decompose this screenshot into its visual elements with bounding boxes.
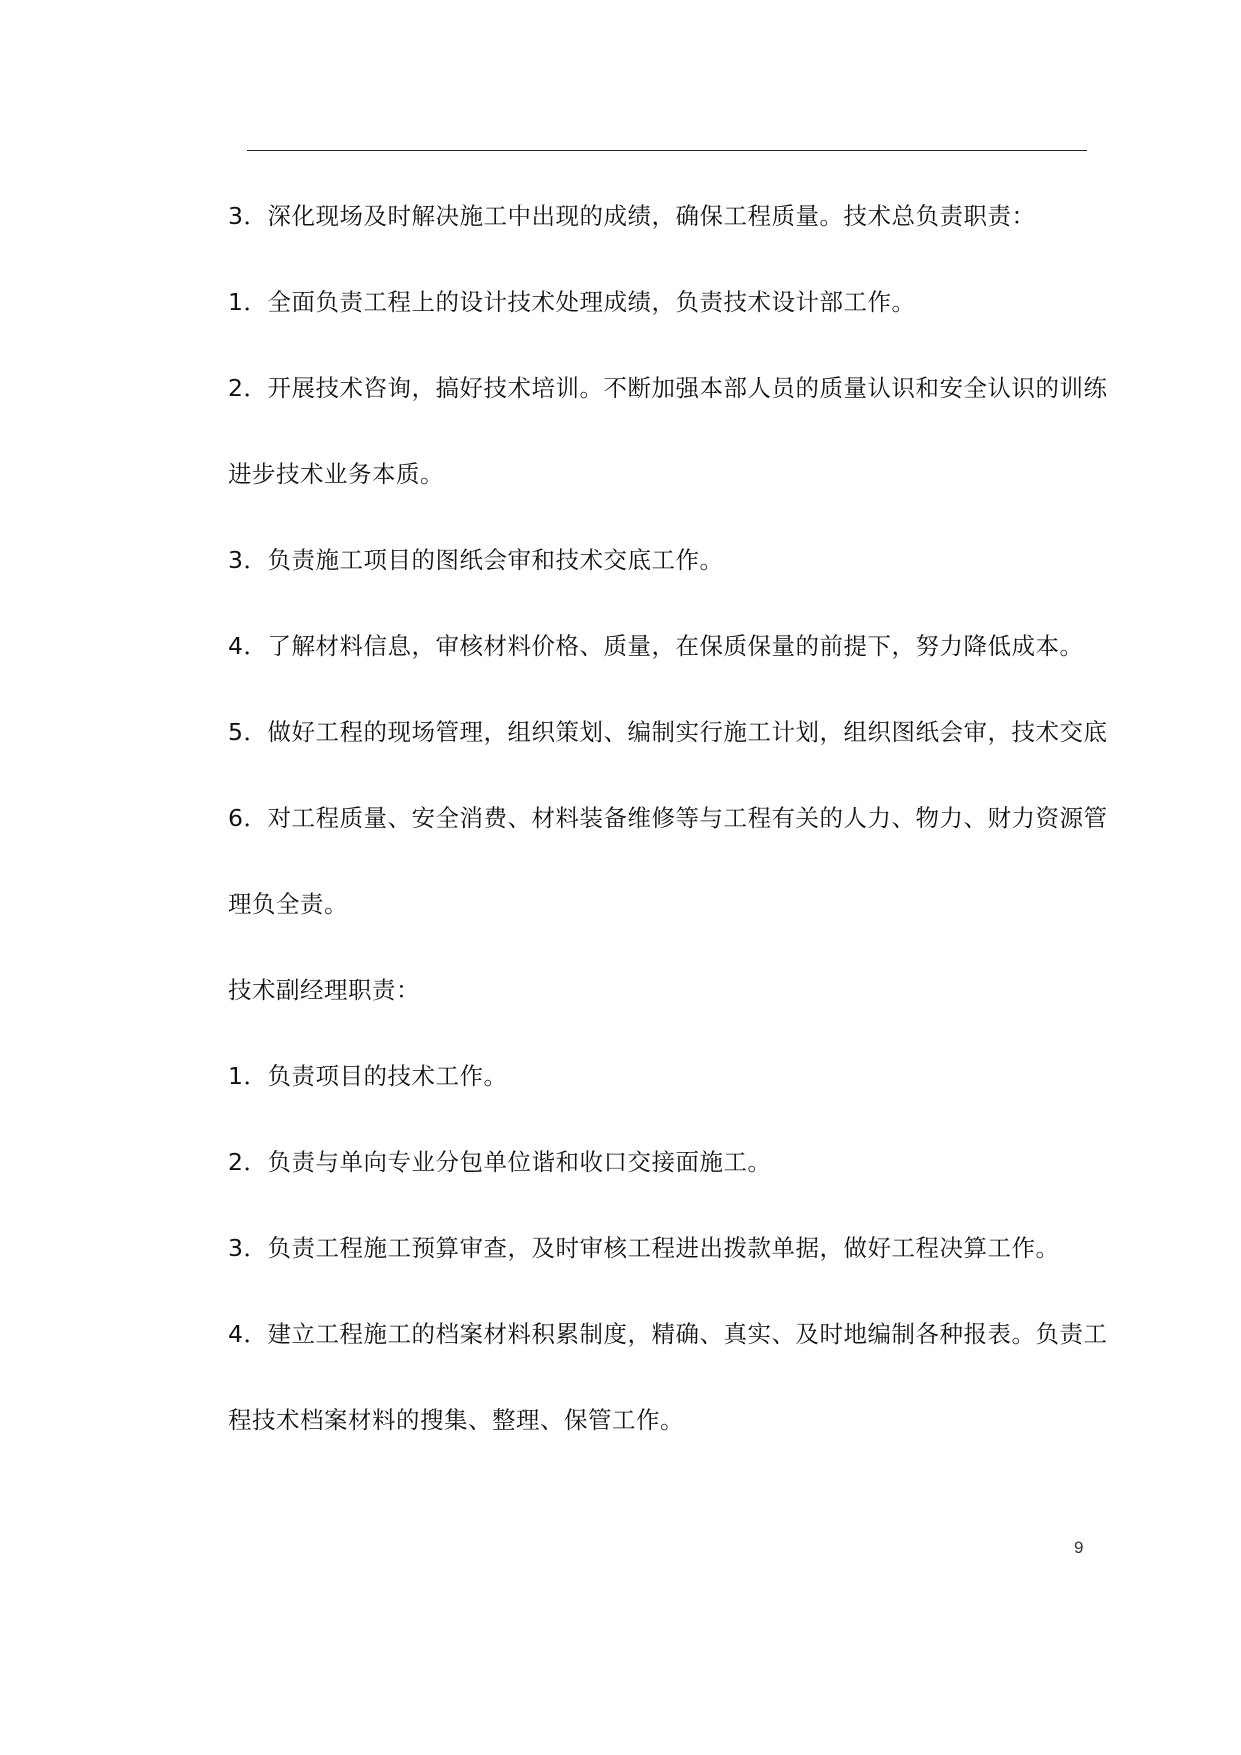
paragraph-line: 进步技术业务本质。 [228, 460, 444, 488]
paragraph-line: 3．深化现场及时解决施工中出现的成绩，确保工程质量。技术总负责职责： [228, 202, 1036, 230]
paragraph-line: 2．负责与单向专业分包单位谐和收口交接面施工。 [228, 1148, 772, 1176]
header-rule [247, 150, 1087, 151]
paragraph-line: 程技术档案材料的搜集、整理、保管工作。 [228, 1406, 684, 1434]
paragraph-line: 3．负责施工项目的图纸会审和技术交底工作。 [228, 546, 724, 574]
paragraph-line: 6．对工程质量、安全消费、材料装备维修等与工程有关的人力、物力、财力资源管 [228, 804, 1108, 832]
section-heading: 技术副经理职责： [228, 976, 420, 1004]
paragraph-line: 3．负责工程施工预算审查，及时审核工程进出拨款单据，做好工程决算工作。 [228, 1234, 1060, 1262]
paragraph-line: 2．开展技术咨询，搞好技术培训。不断加强本部人员的质量认识和安全认识的训练 [228, 374, 1108, 402]
paragraph-line: 1．负责项目的技术工作。 [228, 1062, 508, 1090]
paragraph-line: 1．全面负责工程上的设计技术处理成绩，负责技术设计部工作。 [228, 288, 916, 316]
paragraph-line: 理负全责。 [228, 890, 348, 918]
paragraph-line: 5．做好工程的现场管理，组织策划、编制实行施工计划，组织图纸会审，技术交底 [228, 718, 1108, 746]
paragraph-line: 4．了解材料信息，审核材料价格、质量，在保质保量的前提下，努力降低成本。 [228, 632, 1084, 660]
paragraph-line: 4．建立工程施工的档案材料积累制度，精确、真实、及时地编制各种报表。负责工 [228, 1320, 1108, 1348]
page-number: 9 [1074, 1538, 1084, 1557]
